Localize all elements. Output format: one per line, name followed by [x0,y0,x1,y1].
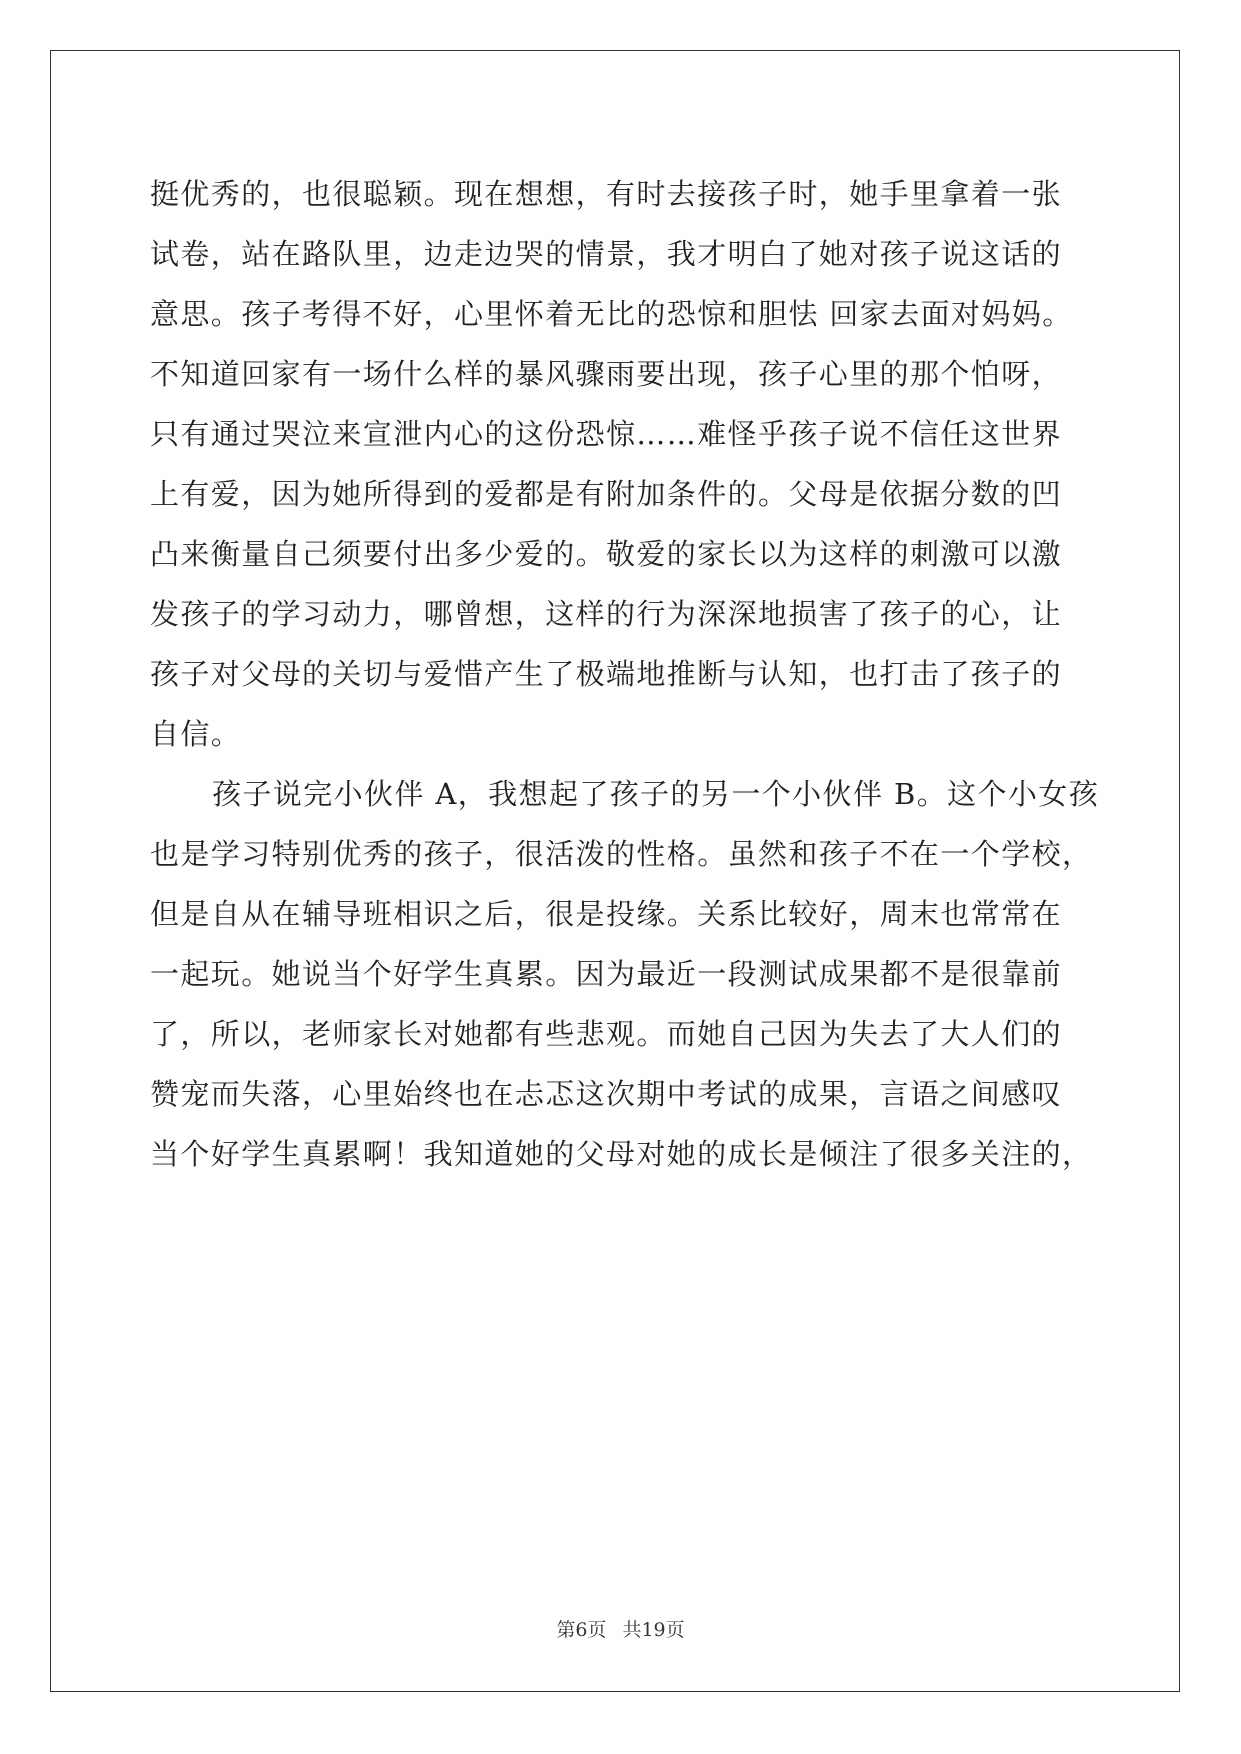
text-line: 发孩子的学习动力，哪曾想，这样的行为深深地损害了孩子的心，让 [150,597,1063,631]
text-line: 孩子对父母的关切与爱惜产生了极端地推断与认知，也打击了孩子的 [150,657,1063,691]
text-line: 只有通过哭泣来宣泄内心的这份恐惊……难怪乎孩子说不信任这世界 [150,417,1063,451]
text-line: 但是自从在辅导班相识之后，很是投缘。关系比较好，周末也常常在 [150,897,1063,931]
document-body [150,164,1100,1184]
text-line: 凸来衡量自己须要付出多少爱的。敬爱的家长以为这样的刺激可以激 [150,537,1063,571]
text-line: 上有爱，因为她所得到的爱都是有附加条件的。父母是依据分数的凹 [150,477,1063,511]
text-line: 也是学习特别优秀的孩子，很活泼的性格。虽然和孩子不在一个学校， [150,837,1093,871]
text-line: 挺优秀的，也很聪颖。现在想想，有时去接孩子时，她手里拿着一张 [150,177,1063,211]
text-line: 试卷，站在路队里，边走边哭的情景，我才明白了她对孩子说这话的 [150,237,1063,271]
text-line: 一起玩。她说当个好学生真累。因为最近一段测试成果都不是很靠前 [150,957,1063,991]
text-line: 意思。孩子考得不好，心里怀着无比的恐惊和胆怯 回家去面对妈妈。 [150,297,1073,331]
text-line: 赞宠而失落，心里始终也在忐忑这次期中考试的成果，言语之间感叹 [150,1077,1063,1111]
text-line: 自信。 [150,717,242,751]
page-number-footer: 第6页 共19页 [556,1619,685,1641]
text-line: 了，所以，老师家长对她都有些悲观。而她自己因为失去了大人们的 [150,1017,1063,1051]
paragraph-start-line: 孩子说完小伙伴 A，我想起了孩子的另一个小伙伴 B。这个小女孩 [212,777,1100,811]
text-line: 当个好学生真累啊！我知道她的父母对她的成长是倾注了很多关注的， [150,1137,1093,1171]
text-line: 不知道回家有一场什么样的暴风骤雨要出现，孩子心里的那个怕呀， [150,357,1063,391]
